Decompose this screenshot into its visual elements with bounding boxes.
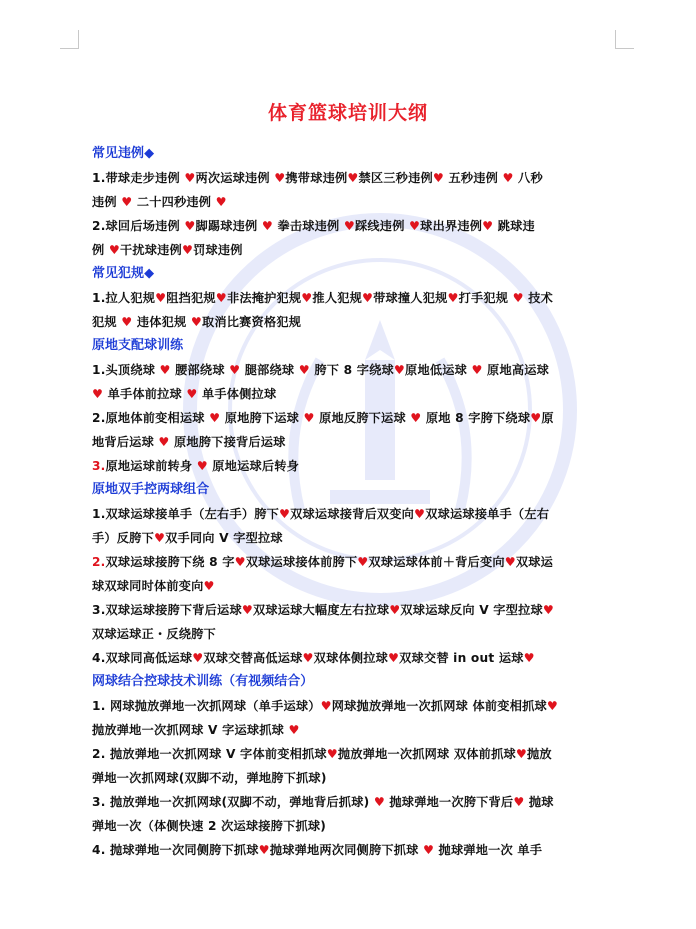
heart-icon: ♥ (215, 195, 227, 209)
heart-icon: ♥ (512, 291, 524, 305)
section-heading: 常见犯规◆ (92, 266, 155, 281)
page-title: 体育篮球培训大纲 (267, 102, 428, 124)
heart-icon: ♥ (482, 219, 494, 233)
section-heading: 网球结合控球技术训练（有视频结合） (92, 674, 314, 689)
heart-icon: ♥ (190, 315, 202, 329)
text-line: 双球运球正・反绕胯下 (92, 627, 216, 641)
text-line: ♥ 单手体前拉球 ♥ 单手体侧拉球 (92, 387, 277, 401)
heart-icon: ♥ (410, 411, 422, 425)
heart-icon: ♥ (215, 291, 227, 305)
text-line: 犯规 ♥ 违体犯规 ♥取消比赛资格犯规 (92, 315, 302, 329)
heart-icon: ♥ (389, 603, 401, 617)
section-heading: 原地支配球训练 (92, 338, 184, 353)
heart-icon: ♥ (530, 411, 542, 425)
heart-icon: ♥ (523, 651, 535, 665)
heart-icon: ♥ (155, 291, 167, 305)
heart-icon: ♥ (301, 291, 313, 305)
heart-icon: ♥ (504, 555, 516, 569)
heart-icon: ♥ (471, 363, 483, 377)
heart-icon: ♥ (184, 219, 196, 233)
heart-icon: ♥ (121, 315, 133, 329)
heart-icon: ♥ (234, 555, 246, 569)
heart-icon: ♥ (373, 795, 385, 809)
text-line: 3.双球运球接胯下背后运球♥双球运球大幅度左右拉球♥双球运球反向 V 字型拉球♥ (92, 603, 554, 617)
heart-icon: ♥ (357, 555, 369, 569)
heart-icon: ♥ (288, 723, 300, 737)
text-line: 2.双球运球接胯下绕 8 字♥双球运球接体前胯下♥双球运球体前＋背后变向♥双球运 (92, 555, 554, 569)
text-line: 地背后运球 ♥ 原地胯下接背后运球 (92, 435, 286, 449)
text-line: 3. 抛放弹地一次抓网球(双脚不动，弹地背后抓球) ♥ 抛球弹地一次胯下背后♥ 抛球 (92, 795, 554, 809)
heart-icon: ♥ (92, 387, 104, 401)
text-line: 违例 ♥ 二十四秒违例 ♥ (92, 195, 227, 209)
text-line: 1.拉人犯规♥阻挡犯规♥非法掩护犯规♥推人犯规♥带球撞人犯规♥打手犯规 ♥ 技术 (92, 291, 553, 305)
heart-icon: ♥ (422, 843, 435, 857)
heart-icon: ♥ (274, 171, 286, 185)
heart-icon: ♥ (258, 843, 270, 857)
heart-icon: ♥ (121, 195, 133, 209)
heart-icon: ♥ (186, 387, 198, 401)
page-corner-mark-top-left (60, 30, 79, 49)
heart-icon: ♥ (192, 651, 204, 665)
heart-icon: ♥ (241, 603, 253, 617)
text-line: 弹地一次抓网球(双脚不动，弹地胯下抓球) (92, 771, 327, 785)
heart-icon: ♥ (393, 363, 406, 377)
heart-icon: ♥ (153, 531, 166, 545)
heart-icon: ♥ (546, 699, 558, 713)
page-corner-mark-top-right (615, 30, 634, 49)
text-line: 2.球回后场违例 ♥脚踢球违例 ♥ 拳击球违例 ♥踩线违例 ♥球出界违例♥ 跳球违 (92, 219, 535, 233)
heart-icon: ♥ (343, 219, 356, 233)
text-line: 手）反胯下♥双手同向 V 字型拉球 (92, 531, 283, 545)
text-line: 3.原地运球前转身 ♥ 原地运球后转身 (92, 459, 300, 473)
heart-icon: ♥ (108, 243, 120, 257)
heart-icon: ♥ (184, 171, 196, 185)
section-heading: 原地双手控两球组合 (92, 482, 210, 497)
text-line: 2. 抛放弹地一次抓网球 V 字体前变相抓球♥抛放弹地一次抓网球 双体前抓球♥抛放 (92, 747, 552, 761)
heart-icon: ♥ (261, 219, 274, 233)
heart-icon: ♥ (432, 171, 444, 185)
heart-icon: ♥ (279, 507, 291, 521)
heart-icon: ♥ (159, 363, 171, 377)
heart-icon: ♥ (303, 411, 315, 425)
text-line: 1.带球走步违例 ♥两次运球违例 ♥携带球违例♥禁区三秒违例♥ 五秒违例 ♥ 八秒 (92, 171, 543, 185)
text-line: 抛放弹地一次抓网球 V 字运球抓球 ♥ (92, 723, 300, 737)
text-line: 1. 网球抛放弹地一次抓网球（单手运球）♥网球抛放弹地一次抓网球 体前变相抓球♥ (92, 699, 558, 713)
heart-icon: ♥ (326, 747, 338, 761)
heart-icon: ♥ (447, 291, 459, 305)
heart-icon: ♥ (298, 363, 310, 377)
heart-icon: ♥ (515, 747, 527, 761)
heart-icon: ♥ (502, 171, 514, 185)
text-line: 1.双球运球接单手（左右手）胯下♥双球运球接背后双变向♥双球运球接单手（左右 (92, 507, 550, 521)
heart-icon: ♥ (196, 459, 208, 473)
text-line: 1.头顶绕球 ♥ 腰部绕球 ♥ 腿部绕球 ♥ 胯下 8 字绕球♥原地低运球 ♥ 原地高运球 (92, 363, 549, 377)
text-line: 4. 抛球弹地一次同侧胯下抓球♥抛球弹地两次同侧胯下抓球 ♥ 抛球弹地一次 单手 (92, 843, 543, 857)
heart-icon: ♥ (542, 603, 554, 617)
heart-icon: ♥ (181, 243, 194, 257)
heart-icon: ♥ (414, 507, 426, 521)
document-body (92, 142, 612, 862)
heart-icon: ♥ (209, 411, 221, 425)
heart-icon: ♥ (158, 435, 170, 449)
heart-icon: ♥ (388, 651, 400, 665)
heart-icon: ♥ (513, 795, 525, 809)
heart-icon: ♥ (347, 171, 359, 185)
heart-icon: ♥ (302, 651, 314, 665)
heart-icon: ♥ (203, 579, 215, 593)
section-heading: 常见违例◆ (92, 146, 155, 161)
text-line: 弹地一次（体侧快速 2 次运球接胯下抓球) (92, 819, 327, 833)
text-line: 球双球同时体前变向♥ (92, 579, 215, 593)
heart-icon: ♥ (409, 219, 421, 233)
heart-icon: ♥ (320, 699, 332, 713)
text-line: 例 ♥干扰球违例♥罚球违例 (92, 243, 243, 257)
heart-icon: ♥ (229, 363, 241, 377)
text-line: 4.双球同高低运球♥双球交替高低运球♥双球体侧拉球♥双球交替 in out 运球♥ (92, 651, 535, 665)
heart-icon: ♥ (361, 291, 374, 305)
text-line: 2.原地体前变相运球 ♥ 原地胯下运球 ♥ 原地反胯下运球 ♥ 原地 8 字胯下绕球♥原 (92, 411, 554, 425)
